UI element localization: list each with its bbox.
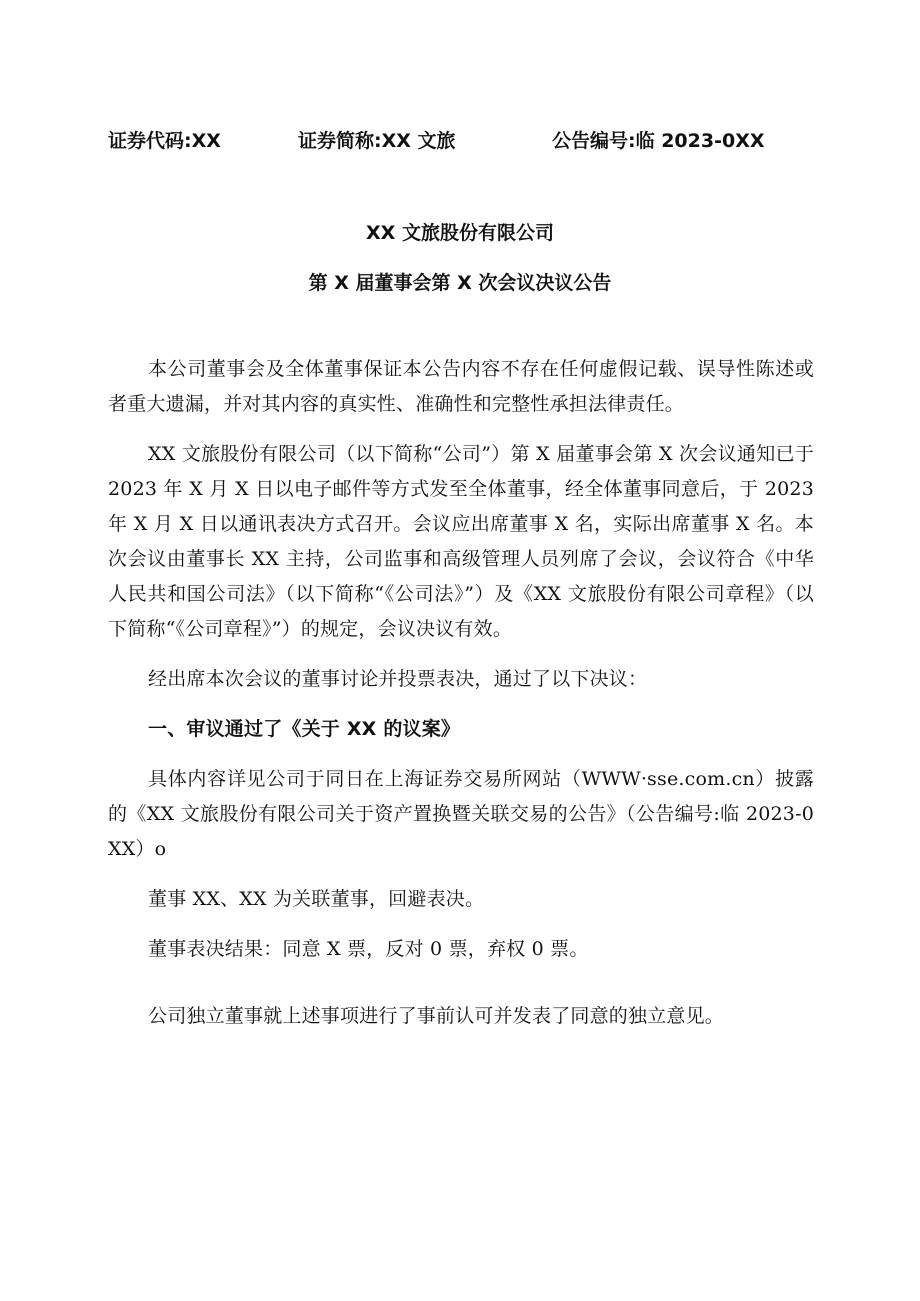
security-code: 证券代码:XX	[108, 130, 221, 152]
resolution-intro: 经出席本次会议的董事讨论并投票表决，通过了以下决议：	[148, 668, 648, 690]
independent-directors-opinion: 公司独立董事就上述事项进行了事前认可并发表了同意的独立意见。	[148, 1005, 725, 1027]
resolution-details: 具体内容详见公司于同日在上海证券交易所网站（WWW·sse.com.cn）披露的《XX 文旅股份有限公司关于资产置换暨关联交易的公告》（公告编号:临 2023-0XX）o	[108, 768, 814, 860]
voting-result: 董事表决结果：同意 X 票，反对 0 票，弃权 0 票。	[148, 938, 589, 960]
announcement-number: 公告编号:临 2023-0XX	[552, 130, 765, 152]
announcement-body	[108, 352, 814, 1049]
guarantee-statement: 本公司董事会及全体董事保证本公告内容不存在任何虚假记载、误导性陈述或者重大遗漏，并对其内容的真实性、准确性和完整性承担法律责任。	[108, 358, 814, 415]
meeting-notice-paragraph: XX 文旅股份有限公司（以下简称“公司”）第 X 届董事会第 X 次会议通知已于 2023 年 X 月 X 日以电子邮件等方式发至全体董事，经全体董事同意后，于 2023 年 X 月 X 日以通讯表决方式召开。会议应出席董事 X 名，实际出席董事 X 名。本次会议由董事长 XX 主持，公司监事和高级管理人员列席了会议，会议符合《中华人民共和国公司法》（以下简称“《公司法》”）及《XX 文旅股份有限公司章程》（以下简称“《公司章程》”）的规定，会议决议有效。	[108, 443, 814, 640]
company-title: XX 文旅股份有限公司	[366, 222, 554, 244]
security-short-name: 证券简称:XX 文旅	[298, 130, 456, 152]
related-directors-note: 董事 XX、XX 为关联董事，回避表决。	[148, 888, 485, 910]
announcement-title: 第 X 届董事会第 X 次会议决议公告	[308, 272, 612, 294]
announcement-header	[108, 126, 808, 156]
resolution-heading-1: 一、审议通过了《关于 XX 的议案》	[148, 718, 461, 740]
